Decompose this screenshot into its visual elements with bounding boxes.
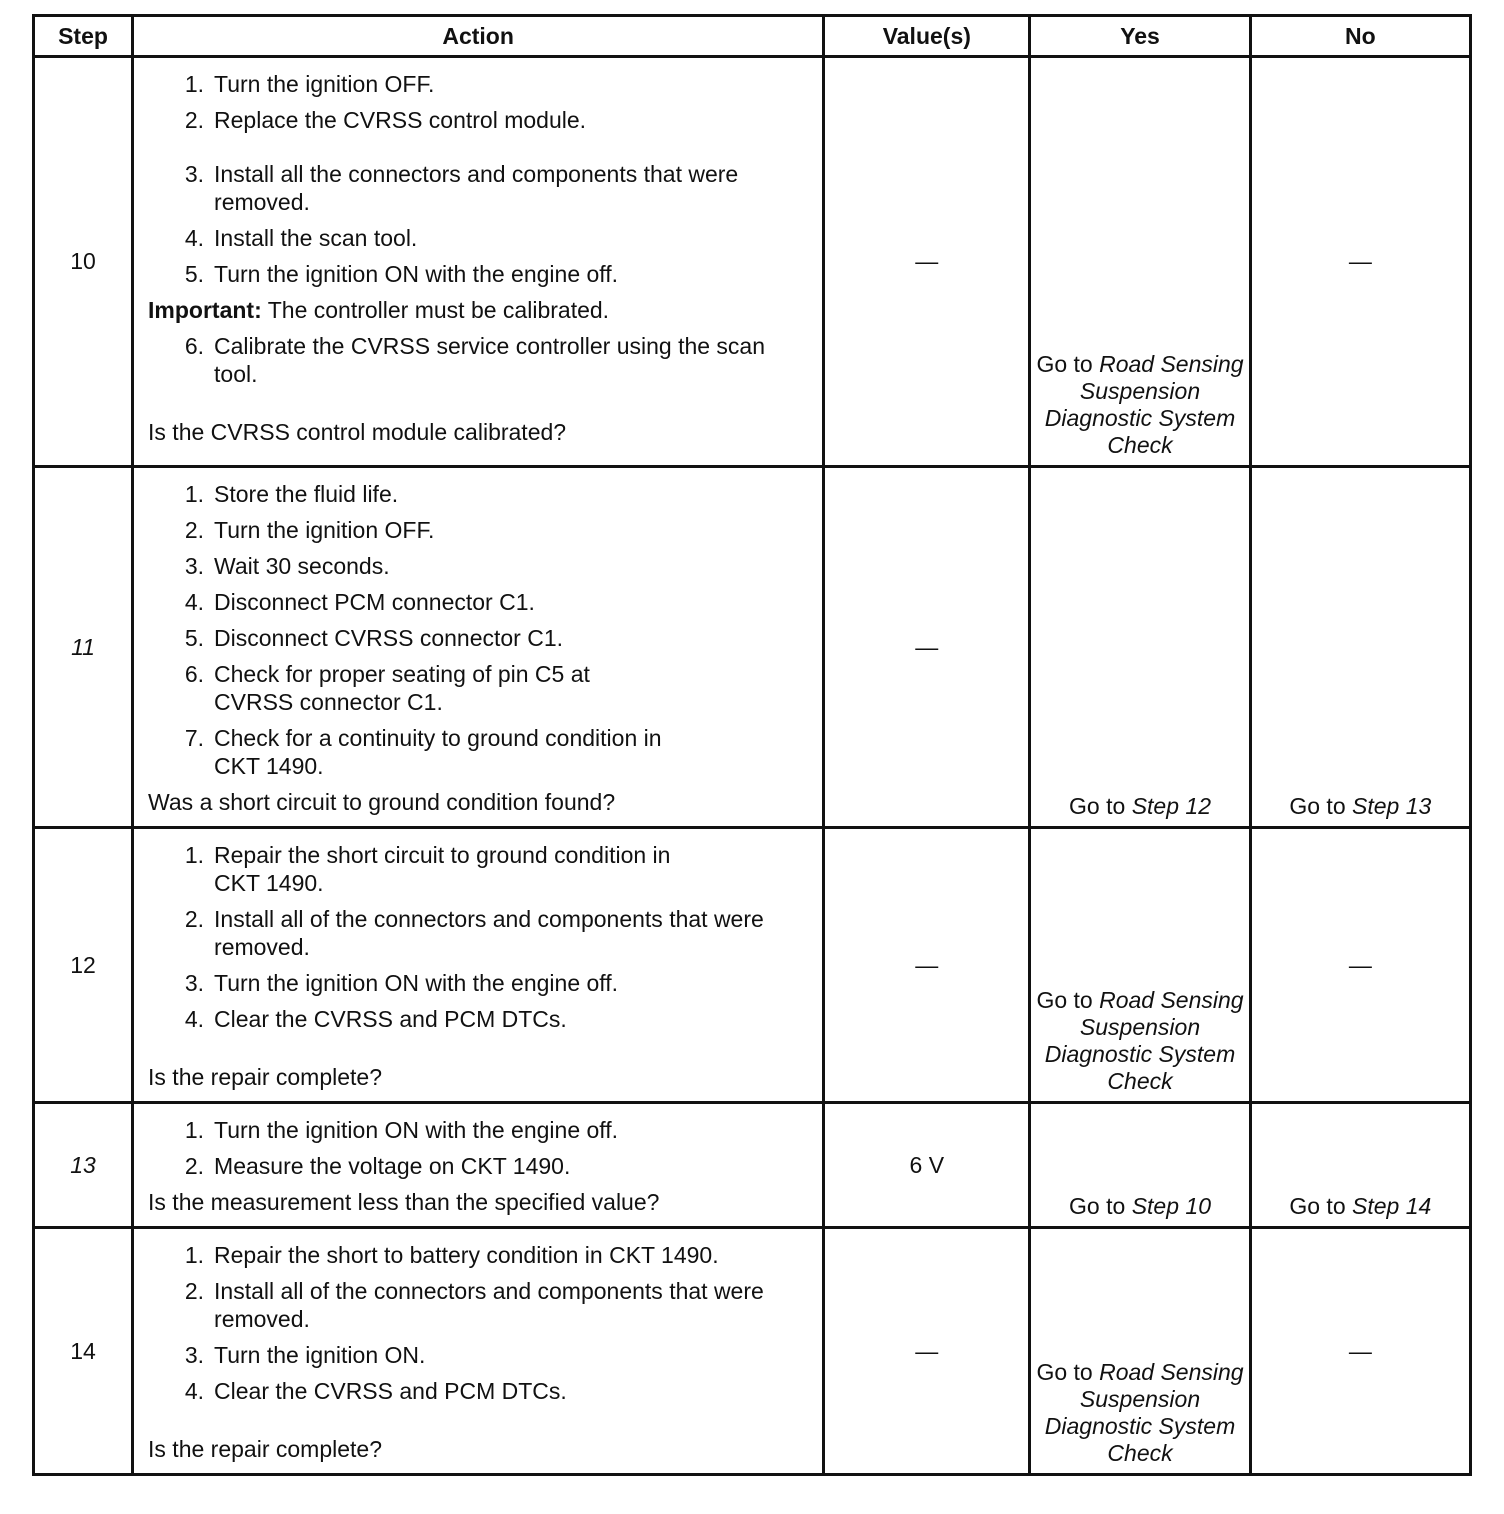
table-row bbox=[34, 1103, 1471, 1228]
header-row bbox=[34, 16, 1471, 57]
list-item bbox=[148, 106, 808, 134]
list-item bbox=[148, 260, 808, 288]
header-values: Value(s) bbox=[824, 16, 1030, 57]
item-text: Check for a continuity to ground condition in CKT 1490. bbox=[214, 725, 662, 779]
list-item bbox=[148, 1005, 808, 1033]
item-text: Repair the short to battery condition in CKT 1490. bbox=[214, 1242, 719, 1268]
question: Was a short circuit to ground condition found? bbox=[148, 789, 616, 815]
yes-cell bbox=[1030, 1103, 1250, 1228]
action-cell bbox=[133, 1228, 824, 1475]
item-text: Clear the CVRSS and PCM DTCs. bbox=[214, 1378, 567, 1404]
item-number: 1. bbox=[184, 71, 205, 97]
item-number: 2. bbox=[184, 906, 205, 932]
item-number: 4. bbox=[184, 225, 205, 251]
no-cell: — bbox=[1250, 57, 1470, 467]
value-cell: — bbox=[824, 57, 1030, 467]
list-item bbox=[148, 224, 808, 252]
item-number: 1. bbox=[184, 1117, 205, 1143]
table-row bbox=[34, 1228, 1471, 1475]
item-text: Turn the ignition ON with the engine off. bbox=[214, 261, 619, 287]
item-text: Replace the CVRSS control module. bbox=[214, 107, 587, 133]
item-text: Install all of the connectors and components that were removed. bbox=[214, 1278, 764, 1332]
action-list bbox=[148, 480, 808, 780]
item-text: Wait 30 seconds. bbox=[214, 553, 390, 579]
list-item bbox=[148, 160, 808, 216]
item-number: 6. bbox=[184, 333, 205, 359]
list-item bbox=[148, 552, 808, 580]
item-text: Measure the voltage on CKT 1490. bbox=[214, 1153, 571, 1179]
yes-prefix: Go to bbox=[1036, 987, 1100, 1013]
yes-link[interactable]: Step 12 bbox=[1131, 793, 1211, 819]
no-prefix: Go to bbox=[1289, 793, 1353, 819]
value-cell: — bbox=[824, 467, 1030, 828]
no-link[interactable]: Step 13 bbox=[1352, 793, 1432, 819]
header-action: Action bbox=[133, 16, 824, 57]
list-item bbox=[148, 905, 808, 961]
action-list bbox=[148, 1116, 808, 1180]
item-text: Install all of the connectors and components that were removed. bbox=[214, 906, 764, 960]
yes-link[interactable]: Road Sensing Suspension Diagnostic System Check bbox=[1044, 1359, 1244, 1466]
step-number: 11 bbox=[34, 467, 133, 828]
no-cell bbox=[1250, 467, 1470, 828]
header-step: Step bbox=[34, 16, 133, 57]
action-cell bbox=[133, 828, 824, 1103]
item-number: 2. bbox=[184, 107, 205, 133]
important-text: The controller must be calibrated. bbox=[261, 297, 610, 323]
item-number: 3. bbox=[184, 1342, 205, 1368]
item-text: Store the fluid life. bbox=[214, 481, 399, 507]
step-number: 14 bbox=[34, 1228, 133, 1475]
item-number: 2. bbox=[184, 1153, 205, 1179]
value-cell: — bbox=[824, 828, 1030, 1103]
list-item bbox=[148, 1277, 808, 1333]
item-number: 2. bbox=[184, 1278, 205, 1304]
yes-cell bbox=[1030, 467, 1250, 828]
yes-link[interactable]: Road Sensing Suspension Diagnostic System Check bbox=[1044, 987, 1244, 1094]
item-text: Install the scan tool. bbox=[214, 225, 418, 251]
yes-cell bbox=[1030, 1228, 1250, 1475]
step-number: 10 bbox=[34, 57, 133, 467]
no-cell bbox=[1250, 1103, 1470, 1228]
yes-link[interactable]: Step 10 bbox=[1131, 1193, 1211, 1219]
list-item bbox=[148, 1152, 808, 1180]
item-number: 1. bbox=[184, 1242, 205, 1268]
question: Is the repair complete? bbox=[148, 1436, 382, 1462]
item-number: 1. bbox=[184, 481, 205, 507]
list-item bbox=[148, 588, 808, 616]
list-item bbox=[148, 841, 808, 897]
important-label: Important: bbox=[148, 297, 262, 323]
item-text: Turn the ignition ON. bbox=[214, 1342, 426, 1368]
item-text: Repair the short circuit to ground condition in CKT 1490. bbox=[214, 842, 671, 896]
item-text: Clear the CVRSS and PCM DTCs. bbox=[214, 1006, 567, 1032]
table-row bbox=[34, 467, 1471, 828]
no-cell: — bbox=[1250, 828, 1470, 1103]
item-number: 5. bbox=[184, 625, 205, 651]
no-link[interactable]: Step 14 bbox=[1352, 1193, 1432, 1219]
question: Is the CVRSS control module calibrated? bbox=[148, 419, 567, 445]
no-cell: — bbox=[1250, 1228, 1470, 1475]
item-number: 1. bbox=[184, 842, 205, 868]
list-item bbox=[148, 516, 808, 544]
item-text: Install all the connectors and components that were removed. bbox=[214, 161, 739, 215]
value-cell: — bbox=[824, 1228, 1030, 1475]
table-row bbox=[34, 57, 1471, 467]
question: Is the measurement less than the specified value? bbox=[148, 1189, 660, 1215]
action-cell bbox=[133, 57, 824, 467]
diagnostic-table bbox=[32, 14, 1472, 1476]
important-note bbox=[148, 296, 808, 324]
step-number: 12 bbox=[34, 828, 133, 1103]
header-no: No bbox=[1250, 16, 1470, 57]
table-row bbox=[34, 828, 1471, 1103]
action-list bbox=[148, 841, 808, 1033]
list-item bbox=[148, 1241, 808, 1269]
list-item bbox=[148, 969, 808, 997]
item-number: 3. bbox=[184, 553, 205, 579]
item-number: 4. bbox=[184, 1378, 205, 1404]
item-text: Disconnect CVRSS connector C1. bbox=[214, 625, 564, 651]
item-text: Calibrate the CVRSS service controller using the scan tool. bbox=[214, 333, 766, 387]
item-number: 7. bbox=[184, 725, 205, 751]
step-number: 13 bbox=[34, 1103, 133, 1228]
list-item bbox=[148, 1377, 808, 1405]
yes-prefix: Go to bbox=[1036, 1359, 1100, 1385]
item-text: Check for proper seating of pin C5 at CVRSS connector C1. bbox=[214, 661, 590, 715]
item-number: 2. bbox=[184, 517, 205, 543]
item-number: 3. bbox=[184, 161, 205, 187]
list-item bbox=[148, 660, 808, 716]
yes-cell bbox=[1030, 57, 1250, 467]
yes-link[interactable]: Road Sensing Suspension Diagnostic System Check bbox=[1044, 351, 1244, 458]
action-list bbox=[148, 332, 808, 388]
value-cell: 6 V bbox=[824, 1103, 1030, 1228]
yes-prefix: Go to bbox=[1036, 351, 1100, 377]
list-item bbox=[148, 332, 808, 388]
yes-prefix: Go to bbox=[1069, 1193, 1132, 1219]
item-text: Turn the ignition OFF. bbox=[214, 517, 435, 543]
list-item bbox=[148, 724, 808, 780]
list-item bbox=[148, 624, 808, 652]
item-number: 5. bbox=[184, 261, 205, 287]
item-number: 4. bbox=[184, 1006, 205, 1032]
list-item bbox=[148, 70, 808, 98]
item-text: Turn the ignition OFF. bbox=[214, 71, 435, 97]
item-number: 6. bbox=[184, 661, 205, 687]
action-cell bbox=[133, 1103, 824, 1228]
action-cell bbox=[133, 467, 824, 828]
item-number: 3. bbox=[184, 970, 205, 996]
action-list bbox=[148, 1241, 808, 1405]
item-text: Turn the ignition ON with the engine off. bbox=[214, 1117, 619, 1143]
header-yes: Yes bbox=[1030, 16, 1250, 57]
no-prefix: Go to bbox=[1289, 1193, 1353, 1219]
yes-cell bbox=[1030, 828, 1250, 1103]
list-item bbox=[148, 480, 808, 508]
list-item bbox=[148, 1116, 808, 1144]
question: Is the repair complete? bbox=[148, 1064, 382, 1090]
list-item bbox=[148, 1341, 808, 1369]
item-number: 4. bbox=[184, 589, 205, 615]
item-text: Turn the ignition ON with the engine off. bbox=[214, 970, 619, 996]
action-list bbox=[148, 70, 808, 288]
item-text: Disconnect PCM connector C1. bbox=[214, 589, 535, 615]
yes-prefix: Go to bbox=[1069, 793, 1132, 819]
